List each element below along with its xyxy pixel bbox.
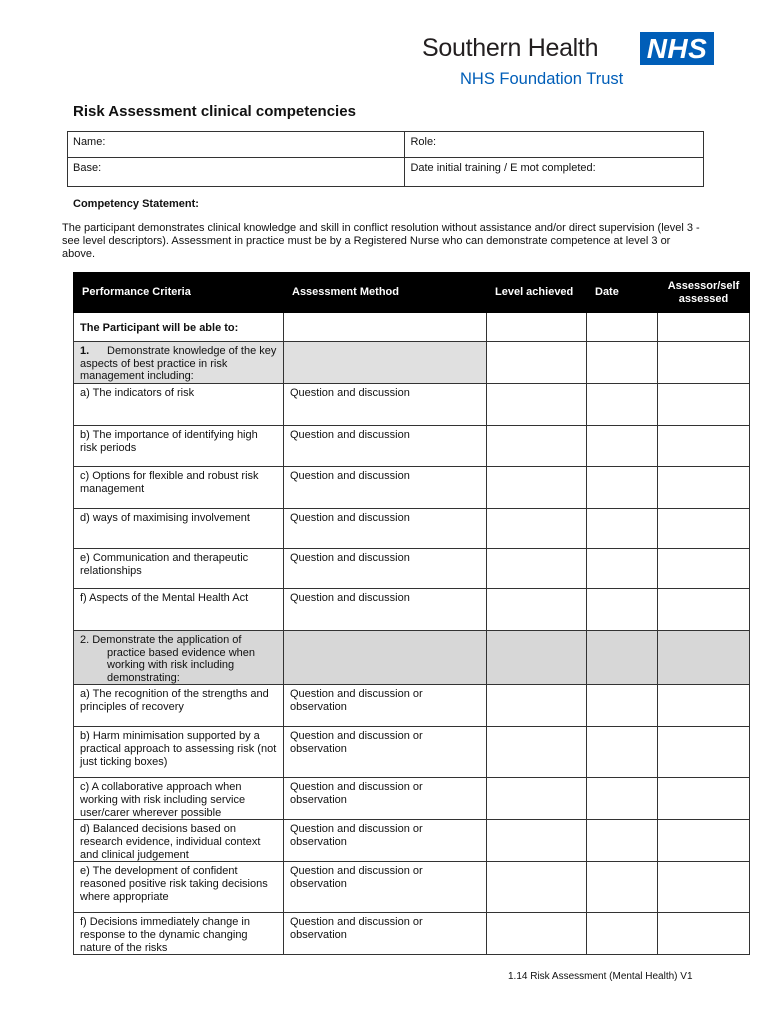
section-1-heading: [74, 342, 284, 384]
method-cell: Question and discussion: [284, 467, 487, 509]
assessor-cell[interactable]: [658, 426, 750, 467]
name-field[interactable]: Name:: [68, 132, 405, 158]
criteria-cell: a) The recognition of the strengths and principles of recovery: [74, 685, 284, 727]
header-date: Date: [587, 273, 658, 313]
level-cell[interactable]: [487, 589, 587, 631]
section-heading-row: [74, 631, 750, 685]
table-row: [74, 467, 750, 509]
base-field[interactable]: Base:: [68, 158, 405, 187]
assessor-cell[interactable]: [658, 467, 750, 509]
header-assessor: Assessor/self assessed: [658, 273, 750, 313]
section-2-blank: [658, 631, 750, 685]
header-level-achieved: Level achieved: [487, 273, 587, 313]
section-2-blank: [487, 631, 587, 685]
method-cell: Question and discussion: [284, 509, 487, 549]
method-cell: Question and discussion or observation: [284, 862, 487, 913]
criteria-cell: a) The indicators of risk: [74, 384, 284, 426]
criteria-cell: c) A collaborative approach when working with risk including service user/carer wherever possible: [74, 778, 284, 820]
criteria-cell: b) Harm minimisation supported by a practical approach to assessing risk (not just ticking boxes): [74, 727, 284, 778]
date-cell[interactable]: [587, 384, 658, 426]
criteria-cell: d) Balanced decisions based on research evidence, individual context and clinical judgement: [74, 820, 284, 862]
table-row: [74, 426, 750, 467]
page-title: Risk Assessment clinical competencies: [73, 103, 356, 120]
section-1-blank: [284, 342, 487, 384]
assessor-cell[interactable]: [658, 549, 750, 589]
header-performance-criteria: Performance Criteria: [74, 273, 284, 313]
level-cell[interactable]: [487, 685, 587, 727]
level-cell[interactable]: [487, 384, 587, 426]
method-cell: Question and discussion: [284, 589, 487, 631]
assessor-cell[interactable]: [658, 342, 750, 384]
level-cell[interactable]: [487, 313, 587, 342]
date-cell[interactable]: [587, 727, 658, 778]
assessor-cell[interactable]: [658, 727, 750, 778]
assessor-cell[interactable]: [658, 685, 750, 727]
competency-statement-label: Competency Statement:: [73, 198, 199, 210]
method-cell: Question and discussion: [284, 549, 487, 589]
criteria-cell: e) Communication and therapeutic relationships: [74, 549, 284, 589]
trust-logo: [420, 32, 720, 92]
method-cell: Question and discussion or observation: [284, 778, 487, 820]
assessor-cell[interactable]: [658, 820, 750, 862]
table-row: [74, 778, 750, 820]
method-cell: Question and discussion: [284, 384, 487, 426]
level-cell[interactable]: [487, 913, 587, 955]
trust-name: NHS Foundation Trust: [460, 70, 624, 88]
level-cell[interactable]: [487, 820, 587, 862]
competency-table: [73, 272, 750, 955]
table-row: [74, 727, 750, 778]
method-cell: Question and discussion or observation: [284, 685, 487, 727]
assessor-cell[interactable]: [658, 509, 750, 549]
date-cell[interactable]: [587, 589, 658, 631]
section-2-blank: [284, 631, 487, 685]
section-heading-row: [74, 342, 750, 384]
level-cell[interactable]: [487, 342, 587, 384]
table-row: [74, 384, 750, 426]
competency-statement: The participant demonstrates clinical knowledge and skill in conflict resolution without assistance and/or direct supervision (level 3 - see level descriptors). Assessment in practice must be by a Registered Nurse who can demonstrate competence at level 3 or above.: [62, 222, 700, 260]
date-cell[interactable]: [587, 685, 658, 727]
date-cell[interactable]: [587, 820, 658, 862]
table-row: [74, 685, 750, 727]
date-cell[interactable]: [587, 426, 658, 467]
level-cell[interactable]: [487, 727, 587, 778]
date-cell[interactable]: [587, 509, 658, 549]
intro-cell: The Participant will be able to:: [74, 313, 284, 342]
criteria-cell: f) Aspects of the Mental Health Act: [74, 589, 284, 631]
criteria-cell: e) The development of confident reasoned positive risk taking decisions where appropriate: [74, 862, 284, 913]
table-row: [74, 589, 750, 631]
criteria-cell: c) Options for flexible and robust risk management: [74, 467, 284, 509]
criteria-cell: b) The importance of identifying high risk periods: [74, 426, 284, 467]
method-cell: Question and discussion or observation: [284, 727, 487, 778]
role-field[interactable]: Role:: [405, 132, 704, 158]
method-cell: Question and discussion or observation: [284, 913, 487, 955]
nhs-logo-badge: NHS: [640, 32, 714, 65]
section-1-number: 1.: [80, 345, 90, 357]
level-cell[interactable]: [487, 426, 587, 467]
section-2-heading-first: 2. Demonstrate the application of: [80, 634, 242, 646]
assessor-cell[interactable]: [658, 384, 750, 426]
header-assessment-method: Assessment Method: [284, 273, 487, 313]
method-cell: Question and discussion: [284, 426, 487, 467]
table-row: [74, 549, 750, 589]
level-cell[interactable]: [487, 862, 587, 913]
method-cell[interactable]: [284, 313, 487, 342]
section-2-blank: [587, 631, 658, 685]
participant-info-table: [67, 131, 704, 187]
assessor-cell[interactable]: [658, 862, 750, 913]
criteria-cell: f) Decisions immediately change in response to the dynamic changing nature of the risks: [74, 913, 284, 955]
org-name: Southern Health: [422, 34, 599, 62]
level-cell[interactable]: [487, 467, 587, 509]
section-1-heading-text: Demonstrate knowledge of the key aspects of best practice in risk management including:: [80, 345, 277, 383]
page-footer: 1.14 Risk Assessment (Mental Health) V1: [508, 971, 693, 982]
level-cell[interactable]: [487, 549, 587, 589]
table-row: [74, 913, 750, 955]
date-cell[interactable]: [587, 549, 658, 589]
table-row: [74, 313, 750, 342]
assessor-cell[interactable]: [658, 913, 750, 955]
date-cell[interactable]: [587, 778, 658, 820]
date-training-field[interactable]: Date initial training / E mot completed:: [405, 158, 704, 187]
assessor-cell[interactable]: [658, 589, 750, 631]
date-cell[interactable]: [587, 862, 658, 913]
level-cell[interactable]: [487, 509, 587, 549]
date-cell[interactable]: [587, 467, 658, 509]
section-2-heading-rest: practice based evidence when working with risk including demonstrating:: [107, 646, 255, 684]
date-cell[interactable]: [587, 313, 658, 342]
date-cell[interactable]: [587, 913, 658, 955]
assessor-cell[interactable]: [658, 313, 750, 342]
table-row: [74, 862, 750, 913]
date-cell[interactable]: [587, 342, 658, 384]
assessor-cell[interactable]: [658, 778, 750, 820]
table-header-row: [74, 273, 750, 313]
method-cell: Question and discussion or observation: [284, 820, 487, 862]
table-row: [74, 820, 750, 862]
section-2-heading: [74, 631, 284, 685]
table-row: [74, 509, 750, 549]
level-cell[interactable]: [487, 778, 587, 820]
criteria-cell: d) ways of maximising involvement: [74, 509, 284, 549]
